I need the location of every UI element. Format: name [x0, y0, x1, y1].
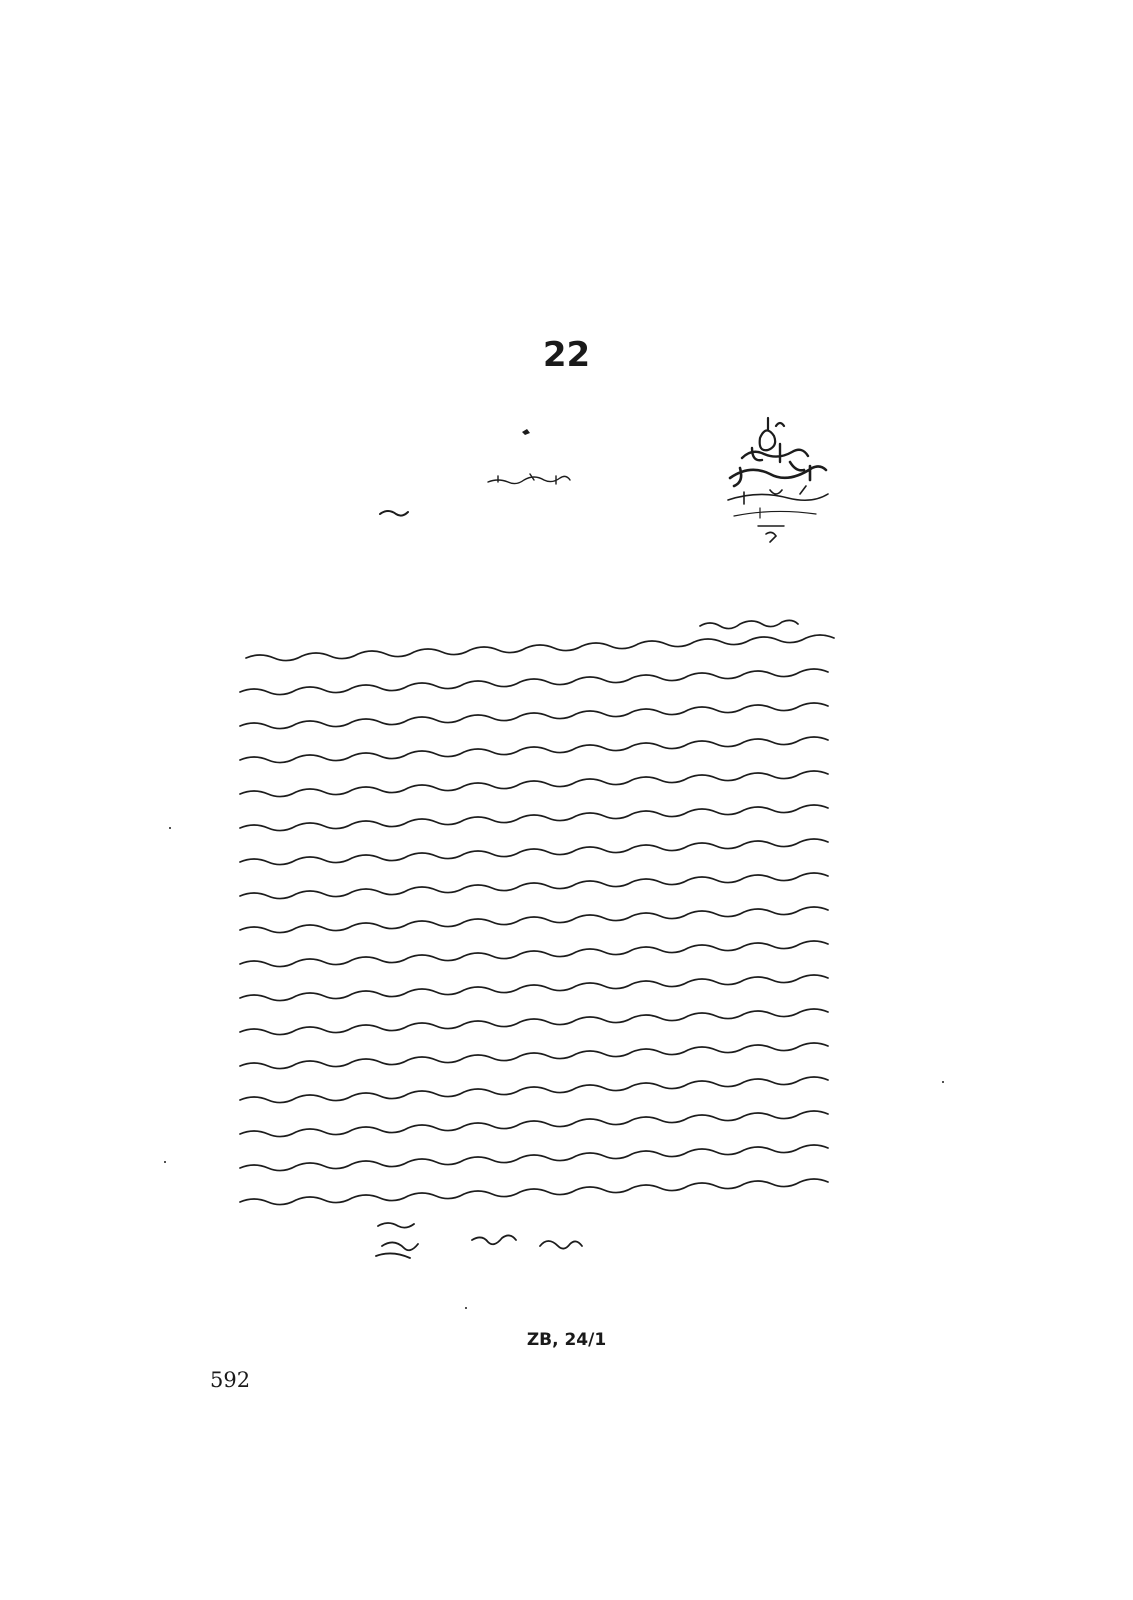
header-notation — [488, 474, 570, 484]
page-number-top: 22 — [542, 335, 591, 375]
left-notation — [380, 511, 408, 516]
reference-code: ZB, 24/1 — [526, 1330, 607, 1350]
scan-speckles — [164, 827, 944, 1309]
handwritten-lines — [240, 620, 834, 1204]
signature-block — [376, 1223, 582, 1258]
ink-mark — [522, 429, 530, 435]
page-number-bottom: 592 — [210, 1368, 251, 1392]
seal-emblem — [728, 418, 828, 542]
